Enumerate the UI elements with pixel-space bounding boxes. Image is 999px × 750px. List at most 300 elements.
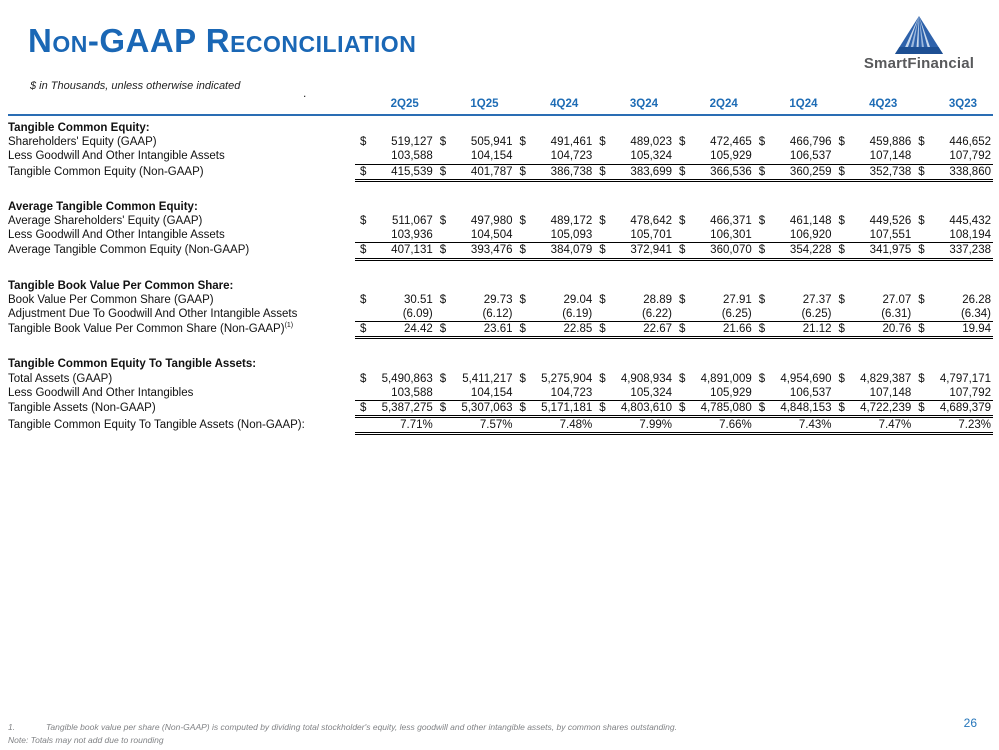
dollar-sign: $ bbox=[918, 323, 925, 336]
cell-value: 7.23% bbox=[958, 419, 991, 432]
cell-value: 472,465 bbox=[710, 136, 752, 149]
value-cell bbox=[754, 307, 834, 321]
dollar-sign: $ bbox=[758, 136, 766, 149]
row-label-cell bbox=[8, 307, 355, 322]
value-cell bbox=[834, 293, 914, 307]
dollar-sign: $ bbox=[519, 244, 526, 257]
section-header-label: Average Tangible Common Equity: bbox=[8, 200, 198, 213]
column-header: 4Q23 bbox=[869, 98, 898, 110]
value-cell bbox=[834, 135, 914, 149]
value-cell bbox=[594, 322, 674, 336]
value-cell bbox=[834, 307, 914, 321]
value-cell bbox=[674, 135, 754, 149]
value-cell bbox=[834, 322, 914, 336]
table-row bbox=[8, 307, 993, 322]
value-cell bbox=[754, 418, 834, 432]
header-columns bbox=[355, 98, 993, 111]
value-cell bbox=[754, 401, 834, 415]
column-header: 3Q23 bbox=[948, 98, 977, 110]
cell-value: 30.51 bbox=[403, 293, 433, 306]
row-values bbox=[355, 243, 993, 260]
dollar-sign: $ bbox=[679, 323, 686, 336]
row-label-cell bbox=[8, 228, 355, 243]
value-cell bbox=[754, 322, 834, 336]
cell-value: 360,259 bbox=[789, 165, 832, 178]
value-cell bbox=[754, 149, 834, 163]
cell-value: 4,797,171 bbox=[939, 372, 991, 385]
value-cell bbox=[834, 165, 914, 179]
page-title: Non-GAAP Reconciliation bbox=[28, 22, 417, 59]
cell-value: 5,275,904 bbox=[541, 372, 593, 385]
cell-value: 446,652 bbox=[949, 136, 991, 149]
value-cell bbox=[674, 418, 754, 432]
cell-value: 415,539 bbox=[391, 165, 433, 178]
cell-value: 360,070 bbox=[710, 244, 752, 257]
section-header-row bbox=[8, 279, 993, 293]
cell-value: 27.37 bbox=[802, 293, 832, 306]
cell-value: 29.04 bbox=[563, 293, 593, 306]
value-cell bbox=[515, 135, 595, 149]
dollar-sign: $ bbox=[918, 136, 925, 149]
dollar-sign: $ bbox=[360, 293, 367, 306]
dollar-sign: $ bbox=[758, 244, 766, 257]
value-cell bbox=[754, 214, 834, 228]
value-cell bbox=[834, 401, 914, 415]
dollar-sign: $ bbox=[519, 402, 526, 415]
value-cell bbox=[913, 372, 993, 386]
section-header-label: Tangible Common Equity: bbox=[8, 122, 150, 134]
dollar-sign: $ bbox=[679, 293, 686, 306]
table-row bbox=[8, 135, 993, 149]
cell-value: 4,908,934 bbox=[620, 372, 672, 385]
value-cell bbox=[355, 372, 435, 386]
value-cell bbox=[913, 243, 993, 257]
value-cell bbox=[594, 386, 674, 400]
cell-value: 108,194 bbox=[949, 229, 991, 242]
value-cell bbox=[674, 401, 754, 415]
value-cell bbox=[435, 293, 515, 307]
cell-value: 104,504 bbox=[470, 229, 513, 242]
value-cell bbox=[515, 243, 595, 257]
cell-value: 105,324 bbox=[630, 150, 672, 163]
dollar-sign: $ bbox=[758, 323, 766, 336]
header-column bbox=[754, 98, 834, 111]
section-header-label: Tangible Common Equity To Tangible Assets: bbox=[8, 358, 257, 371]
cell-value: 107,148 bbox=[869, 386, 912, 399]
value-cell bbox=[355, 293, 435, 307]
cell-value: 337,238 bbox=[949, 244, 991, 257]
header-column bbox=[515, 98, 595, 111]
row-label-cell bbox=[8, 165, 355, 182]
cell-value: 5,171,181 bbox=[541, 402, 593, 415]
dollar-sign: $ bbox=[838, 323, 845, 336]
cell-value: 4,891,009 bbox=[700, 372, 752, 385]
footnote-rounding-note: Note: Totals may not add due to rounding bbox=[8, 735, 164, 745]
row-label: Less Goodwill And Other Intangible Assets bbox=[8, 229, 225, 242]
row-values bbox=[355, 386, 993, 401]
dollar-sign: $ bbox=[439, 293, 447, 306]
table-row bbox=[8, 386, 993, 401]
dollar-sign: $ bbox=[758, 165, 766, 178]
row-values bbox=[355, 307, 993, 322]
cell-value: 5,411,217 bbox=[462, 372, 513, 385]
value-cell bbox=[834, 149, 914, 163]
value-cell bbox=[515, 372, 595, 386]
value-cell bbox=[435, 322, 515, 336]
value-cell bbox=[913, 135, 993, 149]
value-cell bbox=[594, 243, 674, 257]
dollar-sign: $ bbox=[838, 165, 845, 178]
value-cell bbox=[594, 135, 674, 149]
value-cell bbox=[355, 418, 435, 432]
cell-value: (6.12) bbox=[482, 308, 513, 321]
cell-value: 491,461 bbox=[550, 136, 593, 149]
column-header: 4Q24 bbox=[550, 98, 579, 110]
cell-value: (6.19) bbox=[562, 308, 593, 321]
dollar-sign: $ bbox=[360, 402, 367, 415]
dollar-sign: $ bbox=[679, 136, 686, 149]
dollar-sign: $ bbox=[519, 293, 526, 306]
cell-value: 22.67 bbox=[643, 323, 672, 336]
dollar-sign: $ bbox=[360, 323, 367, 336]
value-cell bbox=[435, 135, 515, 149]
cell-value: 7.57% bbox=[479, 419, 513, 432]
value-cell bbox=[913, 418, 993, 432]
subtitle: $ in Thousands, unless otherwise indicated bbox=[30, 80, 241, 92]
dollar-sign: $ bbox=[838, 244, 845, 257]
value-cell bbox=[754, 372, 834, 386]
cell-value: (6.09) bbox=[402, 308, 433, 321]
cell-value: 7.47% bbox=[878, 419, 912, 432]
section-header-row bbox=[8, 121, 993, 135]
value-cell bbox=[674, 214, 754, 228]
value-cell bbox=[834, 243, 914, 257]
cell-value: 497,980 bbox=[470, 215, 513, 228]
row-label: Shareholders' Equity (GAAP) bbox=[8, 136, 157, 149]
value-cell bbox=[515, 228, 595, 242]
value-cell bbox=[594, 401, 674, 415]
dollar-sign: $ bbox=[758, 215, 766, 228]
cell-value: 386,738 bbox=[550, 165, 593, 178]
cell-value: 106,537 bbox=[789, 150, 832, 163]
dollar-sign: $ bbox=[439, 402, 447, 415]
value-cell bbox=[594, 149, 674, 163]
cell-value: 4,848,153 bbox=[780, 402, 832, 415]
row-values bbox=[355, 214, 993, 228]
value-cell bbox=[355, 135, 435, 149]
cell-value: 107,792 bbox=[949, 150, 991, 163]
value-cell bbox=[594, 165, 674, 179]
cell-value: 449,526 bbox=[869, 215, 912, 228]
value-cell bbox=[674, 293, 754, 307]
header-column bbox=[834, 98, 914, 111]
table-row bbox=[8, 228, 993, 243]
cell-value: 401,787 bbox=[470, 165, 513, 178]
cell-value: 105,929 bbox=[710, 386, 752, 399]
section-spacer bbox=[8, 339, 993, 357]
cell-value: 4,954,690 bbox=[780, 372, 832, 385]
cell-value: 7.66% bbox=[719, 419, 752, 432]
cell-value: 354,228 bbox=[789, 244, 832, 257]
value-cell bbox=[913, 307, 993, 321]
value-cell bbox=[515, 165, 595, 179]
value-cell bbox=[435, 165, 515, 179]
row-label-cell bbox=[8, 322, 355, 339]
value-cell bbox=[594, 214, 674, 228]
cell-value: 5,307,063 bbox=[461, 402, 513, 415]
reconciliation-table bbox=[8, 98, 993, 435]
cell-value: (6.22) bbox=[641, 308, 672, 321]
header-column bbox=[594, 98, 674, 111]
row-label-cell bbox=[8, 149, 355, 164]
dollar-sign: $ bbox=[918, 244, 925, 257]
row-label: Less Goodwill And Other Intangibles bbox=[8, 386, 194, 399]
row-label-cell bbox=[8, 243, 355, 260]
cell-value: 7.71% bbox=[400, 419, 433, 432]
row-label: Book Value Per Common Share (GAAP) bbox=[8, 293, 214, 306]
dollar-sign: $ bbox=[599, 293, 606, 306]
value-cell bbox=[594, 293, 674, 307]
value-cell bbox=[435, 418, 515, 432]
cell-value: 20.76 bbox=[882, 323, 912, 336]
row-label: Less Goodwill And Other Intangible Assets bbox=[8, 150, 225, 163]
value-cell bbox=[355, 386, 435, 400]
cell-value: 341,975 bbox=[869, 244, 912, 257]
row-values bbox=[355, 293, 993, 307]
cell-value: 103,936 bbox=[391, 229, 433, 242]
value-cell bbox=[674, 386, 754, 400]
cell-value: 107,148 bbox=[869, 150, 912, 163]
cell-value: 393,476 bbox=[470, 244, 513, 257]
cell-value: 352,738 bbox=[869, 165, 912, 178]
value-cell bbox=[754, 165, 834, 179]
column-header: 2Q24 bbox=[709, 98, 738, 110]
cell-value: 445,432 bbox=[949, 215, 991, 228]
cell-value: 7.99% bbox=[639, 419, 672, 432]
row-label: Adjustment Due To Goodwill And Other Intangible Assets bbox=[8, 308, 298, 321]
value-cell bbox=[913, 293, 993, 307]
cell-value: 466,796 bbox=[789, 136, 832, 149]
cell-value: 478,642 bbox=[630, 215, 672, 228]
row-label: Tangible Common Equity (Non-GAAP) bbox=[8, 165, 204, 178]
value-cell bbox=[355, 401, 435, 415]
table-row bbox=[8, 372, 993, 386]
value-cell bbox=[754, 243, 834, 257]
value-cell bbox=[355, 243, 435, 257]
cell-value: 5,387,275 bbox=[381, 402, 433, 415]
dollar-sign: $ bbox=[439, 136, 447, 149]
footnote-number: 1. bbox=[8, 722, 16, 732]
cell-value: (6.25) bbox=[801, 308, 832, 321]
value-cell bbox=[913, 228, 993, 242]
dollar-sign: $ bbox=[599, 402, 606, 415]
cell-value: 338,860 bbox=[949, 165, 991, 178]
row-label: Total Assets (GAAP) bbox=[8, 372, 113, 385]
column-header: 2Q25 bbox=[390, 98, 419, 110]
table-row bbox=[8, 418, 993, 435]
row-values bbox=[355, 418, 993, 435]
dollar-sign: $ bbox=[599, 136, 606, 149]
value-cell bbox=[435, 372, 515, 386]
cell-value: 7.48% bbox=[559, 419, 593, 432]
row-label: Tangible Assets (Non-GAAP) bbox=[8, 402, 156, 415]
cell-value: (6.25) bbox=[721, 308, 752, 321]
cell-value: 466,371 bbox=[710, 215, 752, 228]
dollar-sign: $ bbox=[599, 215, 606, 228]
header-label-spacer bbox=[8, 98, 355, 111]
value-cell bbox=[594, 418, 674, 432]
cell-value: 505,941 bbox=[470, 136, 513, 149]
footnote-1 bbox=[8, 721, 808, 734]
row-label-cell bbox=[8, 386, 355, 401]
cell-value: 7.43% bbox=[798, 419, 832, 432]
cell-value: 107,792 bbox=[949, 386, 991, 399]
cell-value: 372,941 bbox=[630, 244, 672, 257]
dollar-sign: $ bbox=[519, 165, 526, 178]
footnote-marker: (1) bbox=[284, 322, 294, 330]
value-cell bbox=[913, 214, 993, 228]
dollar-sign: $ bbox=[599, 244, 606, 257]
dollar-sign: $ bbox=[439, 372, 447, 385]
row-values bbox=[355, 135, 993, 149]
mountain-triangle-icon bbox=[895, 16, 943, 54]
value-cell bbox=[674, 243, 754, 257]
cell-value: 105,093 bbox=[550, 229, 593, 242]
cell-value: 4,689,379 bbox=[939, 402, 991, 415]
column-header: 1Q25 bbox=[470, 98, 499, 110]
cell-value: 489,172 bbox=[550, 215, 593, 228]
value-cell bbox=[435, 307, 515, 321]
cell-value: 5,490,863 bbox=[381, 372, 433, 385]
cell-value: (6.31) bbox=[881, 308, 912, 321]
dollar-sign: $ bbox=[599, 372, 606, 385]
cell-value: 104,154 bbox=[470, 150, 513, 163]
cell-value: 4,829,387 bbox=[860, 372, 912, 385]
value-cell bbox=[913, 386, 993, 400]
value-cell bbox=[754, 293, 834, 307]
value-cell bbox=[913, 401, 993, 415]
cell-value: 407,131 bbox=[391, 244, 433, 257]
dollar-sign: $ bbox=[758, 372, 766, 385]
value-cell bbox=[674, 322, 754, 336]
table-row bbox=[8, 214, 993, 228]
cell-value: 105,701 bbox=[630, 229, 672, 242]
value-cell bbox=[594, 228, 674, 242]
cell-value: 19.94 bbox=[962, 323, 991, 336]
header-column bbox=[913, 98, 993, 111]
value-cell bbox=[435, 228, 515, 242]
header-column bbox=[674, 98, 754, 111]
value-cell bbox=[834, 386, 914, 400]
row-label-cell bbox=[8, 418, 355, 435]
section-spacer bbox=[8, 182, 993, 200]
dollar-sign: $ bbox=[599, 165, 606, 178]
cell-value: 26.28 bbox=[962, 293, 991, 306]
dollar-sign: $ bbox=[679, 402, 686, 415]
cell-value: 4,722,239 bbox=[860, 402, 912, 415]
column-header: 3Q24 bbox=[629, 98, 658, 110]
dollar-sign: $ bbox=[838, 136, 845, 149]
cell-value: 23.61 bbox=[483, 323, 513, 336]
section-spacer bbox=[8, 261, 993, 279]
row-label-cell bbox=[8, 135, 355, 149]
row-values bbox=[355, 228, 993, 243]
cell-value: (6.34) bbox=[960, 308, 991, 321]
value-cell bbox=[355, 165, 435, 179]
dollar-sign: $ bbox=[918, 402, 925, 415]
table-row bbox=[8, 165, 993, 182]
table-row bbox=[8, 243, 993, 260]
dollar-sign: $ bbox=[360, 215, 367, 228]
dollar-sign: $ bbox=[519, 136, 526, 149]
dollar-sign: $ bbox=[918, 372, 925, 385]
value-cell bbox=[913, 322, 993, 336]
row-label: Average Shareholders' Equity (GAAP) bbox=[8, 215, 203, 228]
value-cell bbox=[435, 401, 515, 415]
row-values bbox=[355, 372, 993, 386]
dollar-sign: $ bbox=[360, 136, 367, 149]
value-cell bbox=[834, 418, 914, 432]
dollar-sign: $ bbox=[679, 165, 686, 178]
cell-value: 27.91 bbox=[722, 293, 752, 306]
value-cell bbox=[355, 214, 435, 228]
dollar-sign: $ bbox=[838, 215, 845, 228]
cell-value: 4,785,080 bbox=[700, 402, 752, 415]
row-label: Tangible Common Equity To Tangible Assets (Non-GAAP): bbox=[8, 419, 305, 432]
value-cell bbox=[913, 149, 993, 163]
dollar-sign: $ bbox=[918, 165, 925, 178]
value-cell bbox=[834, 214, 914, 228]
dollar-sign: $ bbox=[758, 293, 766, 306]
value-cell bbox=[913, 165, 993, 179]
dollar-sign: $ bbox=[439, 244, 447, 257]
cell-value: 519,127 bbox=[391, 136, 433, 149]
logo-text: SmartFinancial bbox=[863, 55, 975, 72]
section-header-row bbox=[8, 200, 993, 214]
value-cell bbox=[435, 243, 515, 257]
cell-value: 24.42 bbox=[403, 323, 433, 336]
value-cell bbox=[674, 307, 754, 321]
cell-value: 107,551 bbox=[869, 229, 912, 242]
cell-value: 105,929 bbox=[710, 150, 752, 163]
row-values bbox=[355, 149, 993, 164]
value-cell bbox=[674, 149, 754, 163]
dollar-sign: $ bbox=[599, 323, 606, 336]
cell-value: 21.66 bbox=[722, 323, 752, 336]
value-cell bbox=[674, 228, 754, 242]
value-cell bbox=[355, 307, 435, 321]
cell-value: 511,067 bbox=[392, 215, 433, 228]
value-cell bbox=[515, 418, 595, 432]
cell-value: 28.89 bbox=[643, 293, 672, 306]
value-cell bbox=[834, 228, 914, 242]
dollar-sign: $ bbox=[519, 215, 526, 228]
value-cell bbox=[515, 401, 595, 415]
value-cell bbox=[355, 228, 435, 242]
value-cell bbox=[435, 214, 515, 228]
cell-value: 366,536 bbox=[710, 165, 752, 178]
value-cell bbox=[435, 149, 515, 163]
section-header-row bbox=[8, 357, 993, 371]
value-cell bbox=[355, 322, 435, 336]
cell-value: 489,023 bbox=[630, 136, 672, 149]
column-header: 1Q24 bbox=[789, 98, 818, 110]
page-number: 26 bbox=[963, 716, 977, 730]
dollar-sign: $ bbox=[758, 402, 766, 415]
cell-value: 106,301 bbox=[710, 229, 752, 242]
cell-value: 22.85 bbox=[563, 323, 593, 336]
header-column bbox=[435, 98, 515, 111]
